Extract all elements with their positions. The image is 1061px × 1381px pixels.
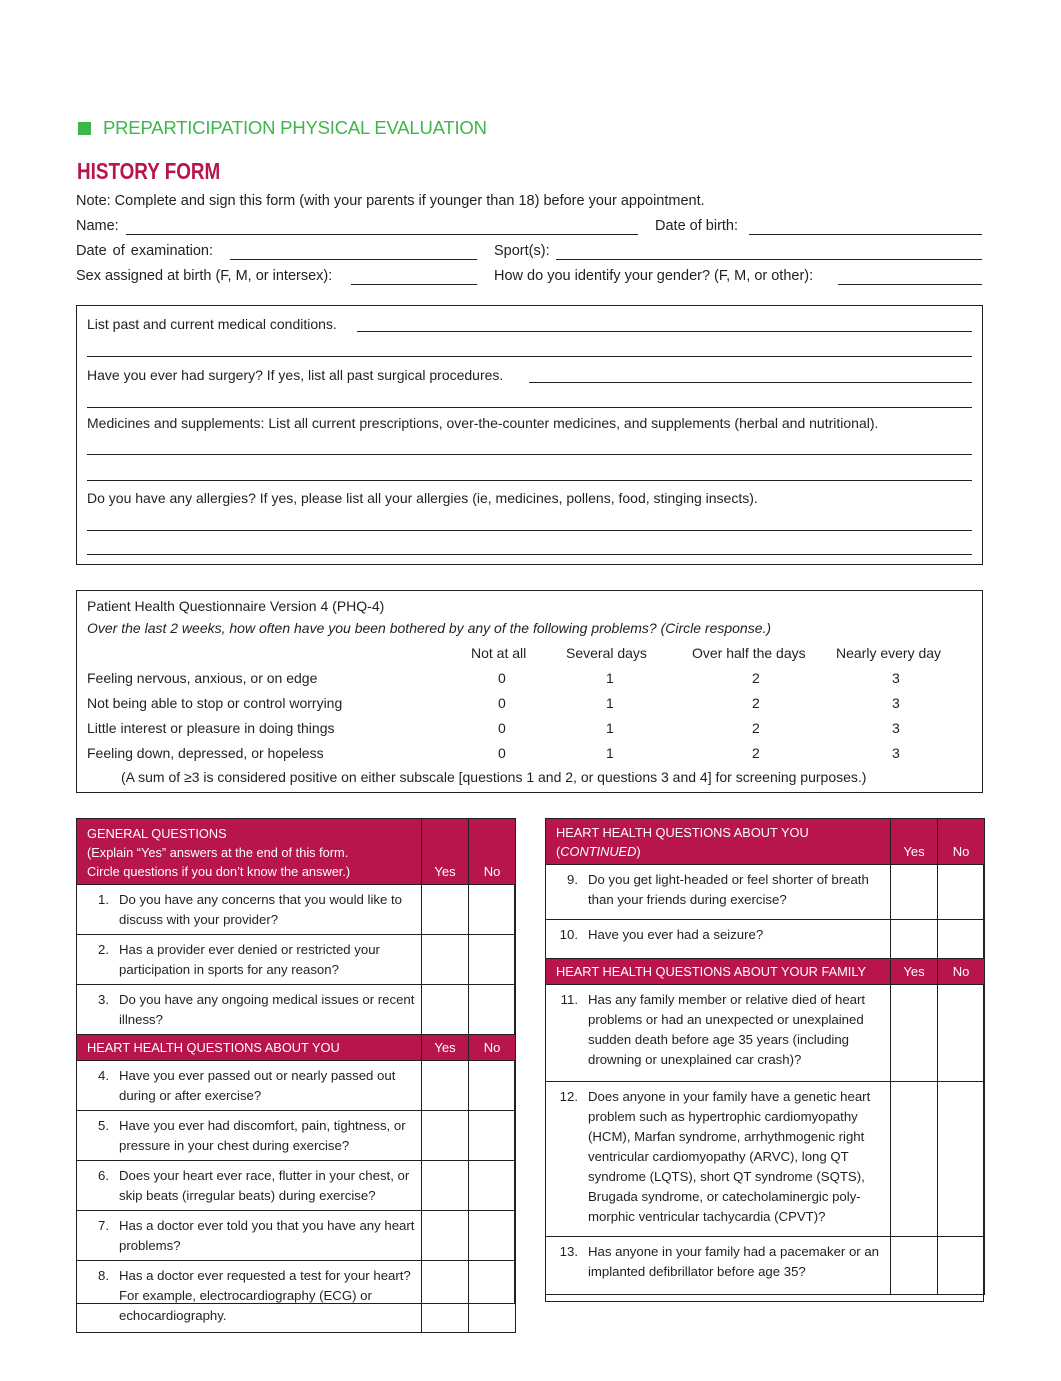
phq-score-0[interactable]: 0 bbox=[498, 720, 506, 736]
question-text: Have you ever passed out or nearly passed out during or after exercise? bbox=[119, 1068, 396, 1103]
continued-header-title: HEART HEALTH QUESTIONS ABOUT YOU bbox=[556, 825, 809, 840]
phq-row bbox=[77, 695, 982, 715]
yes-column-header: Yes bbox=[891, 819, 938, 865]
phq-row bbox=[77, 720, 982, 740]
exam-date-field[interactable] bbox=[230, 259, 477, 260]
phq-score-0[interactable]: 0 bbox=[498, 695, 506, 711]
question-text: Has a provider ever denied or restricted your participation in sports for any reason? bbox=[119, 942, 380, 977]
question-number: 8. bbox=[98, 1268, 109, 1283]
question-number: 9. bbox=[567, 872, 578, 887]
general-header-note-1: (Explain “Yes” answers at the end of this form. bbox=[87, 845, 349, 860]
conditions-label: List past and current medical conditions. bbox=[87, 316, 337, 332]
sex-field[interactable] bbox=[351, 284, 477, 285]
conditions-line-2[interactable] bbox=[87, 356, 972, 357]
sex-label: Sex assigned at birth (F, M, or intersex): bbox=[76, 268, 333, 284]
phq-score-3[interactable]: 3 bbox=[892, 670, 900, 686]
question-text: Does your heart ever race, flutter in your chest, or skip beats (irregular beats) during exercise? bbox=[119, 1168, 410, 1203]
question-number: 12. bbox=[559, 1089, 578, 1104]
section-marker-icon bbox=[78, 122, 91, 135]
phq-score-1[interactable]: 1 bbox=[606, 745, 614, 761]
exam-date-label: Date of examination: bbox=[76, 243, 213, 259]
question-text: Does anyone in your family have a genetic heart problem such as hypertrophic cardiomyopathy (HCM), Marfan syndrome, arrhythmogenic right ventricular cardiomyopathy (ARVC), long QT syndrome (LQTS), short QT syndrome (SQTS), Brugada syndrome, or catecholaminergic poly-morphic ventricular tachycardia (CPVT)? bbox=[588, 1089, 871, 1224]
yes-column-header: Yes bbox=[422, 1035, 469, 1061]
general-header-row bbox=[77, 819, 516, 885]
question-text: Do you get light-headed or feel shorter of breath than your friends during exercise? bbox=[588, 872, 869, 907]
phq-footnote: (A sum of ≥3 is considered positive on either subscale [questions 1 and 2, or questions 3 and 4] for screening purposes.) bbox=[121, 769, 867, 785]
continued-label: CONTINUED bbox=[560, 844, 637, 859]
no-checkbox[interactable] bbox=[938, 865, 985, 920]
no-checkbox[interactable] bbox=[469, 1211, 516, 1261]
no-checkbox[interactable] bbox=[469, 935, 516, 985]
no-checkbox[interactable] bbox=[938, 985, 985, 1082]
question-row bbox=[77, 1261, 516, 1333]
medicines-line-1[interactable] bbox=[87, 454, 972, 455]
family-header-row bbox=[546, 959, 985, 985]
question-row bbox=[546, 985, 985, 1082]
yes-checkbox[interactable] bbox=[422, 1061, 469, 1111]
no-checkbox[interactable] bbox=[469, 985, 516, 1035]
no-checkbox[interactable] bbox=[469, 1161, 516, 1211]
question-text: Has a doctor ever requested a test for your heart? For example, electrocardiography (ECG) or echocardiography. bbox=[119, 1268, 411, 1323]
no-checkbox[interactable] bbox=[938, 920, 985, 959]
allergies-label: Do you have any allergies? If yes, please list all your allergies (ie, medicines, pollens, food, stinging insects). bbox=[87, 490, 758, 506]
medical-history-box bbox=[76, 305, 983, 565]
phq-score-1[interactable]: 1 bbox=[606, 720, 614, 736]
phq-score-2[interactable]: 2 bbox=[752, 695, 760, 711]
conditions-line-1[interactable] bbox=[357, 331, 972, 332]
general-header-title: GENERAL QUESTIONS bbox=[87, 826, 227, 841]
phq-score-0[interactable]: 0 bbox=[498, 745, 506, 761]
phq-score-3[interactable]: 3 bbox=[892, 695, 900, 711]
yes-checkbox[interactable] bbox=[891, 920, 938, 959]
question-text: Has anyone in your family had a pacemaker or an implanted defibrillator before age 35? bbox=[588, 1244, 880, 1279]
name-label: Name: bbox=[76, 218, 119, 234]
yes-checkbox[interactable] bbox=[422, 885, 469, 935]
phq-title: Patient Health Questionnaire Version 4 (PHQ-4) bbox=[87, 598, 385, 614]
continued-header bbox=[546, 819, 891, 865]
phq-row bbox=[77, 670, 982, 690]
family-header: HEART HEALTH QUESTIONS ABOUT YOUR FAMILY bbox=[546, 959, 891, 985]
no-column-header: No bbox=[469, 819, 516, 885]
heart-header-row bbox=[77, 1035, 516, 1061]
phq-row-label: Not being able to stop or control worrying bbox=[87, 695, 343, 711]
question-number: 6. bbox=[98, 1168, 109, 1183]
question-text: Do you have any concerns that you would like to discuss with your provider? bbox=[119, 892, 402, 927]
phq-subtitle: Over the last 2 weeks, how often have you been bothered by any of the following problems? (Circle response.) bbox=[87, 620, 772, 636]
yes-checkbox[interactable] bbox=[891, 865, 938, 920]
no-column-header: No bbox=[938, 819, 985, 865]
yes-checkbox[interactable] bbox=[422, 985, 469, 1035]
gender-field[interactable] bbox=[838, 284, 982, 285]
form-note: Note: Complete and sign this form (with your parents if younger than 18) before your appointment. bbox=[76, 193, 705, 209]
medicines-line-2[interactable] bbox=[87, 480, 972, 481]
question-text: Has any family member or relative died of heart problems or had an unexpected or unexplained sudden death before age 35 years (including drowning or unexplained car crash)? bbox=[588, 992, 866, 1067]
question-text: Have you ever had a seizure? bbox=[588, 927, 764, 942]
no-checkbox[interactable] bbox=[938, 1237, 985, 1295]
yes-checkbox[interactable] bbox=[422, 1211, 469, 1261]
phq-row-label: Little interest or pleasure in doing things bbox=[87, 720, 335, 736]
phq-score-2[interactable]: 2 bbox=[752, 670, 760, 686]
question-number: 1. bbox=[98, 892, 109, 907]
yes-column-header: Yes bbox=[891, 959, 938, 985]
phq-score-1[interactable]: 1 bbox=[606, 695, 614, 711]
question-row bbox=[77, 1161, 516, 1211]
question-row bbox=[77, 1061, 516, 1111]
question-number: 2. bbox=[98, 942, 109, 957]
question-number: 11. bbox=[560, 992, 578, 1007]
allergies-line-2[interactable] bbox=[87, 554, 972, 555]
question-row bbox=[546, 1082, 985, 1237]
heart-header: HEART HEALTH QUESTIONS ABOUT YOU bbox=[77, 1035, 422, 1061]
question-number: 3. bbox=[98, 992, 109, 1007]
surgery-line-1[interactable] bbox=[529, 382, 972, 383]
continued-header-sub: (CONTINUED) bbox=[556, 844, 641, 859]
general-header bbox=[77, 819, 422, 885]
phq-column-headers bbox=[77, 645, 982, 665]
phq-row bbox=[77, 745, 982, 765]
question-number: 7. bbox=[98, 1218, 109, 1233]
section-title: PREPARTICIPATION PHYSICAL EVALUATION bbox=[103, 117, 487, 138]
question-number: 10. bbox=[559, 927, 578, 942]
question-row bbox=[546, 1237, 985, 1295]
yes-checkbox[interactable] bbox=[422, 1161, 469, 1211]
phq-col-not-at-all: Not at all bbox=[471, 645, 527, 661]
yes-checkbox[interactable] bbox=[422, 1261, 469, 1333]
phq-col-several-days: Several days bbox=[566, 645, 647, 661]
phq-col-over-half: Over half the days bbox=[692, 645, 806, 661]
name-field[interactable] bbox=[126, 234, 638, 235]
surgery-label: Have you ever had surgery? If yes, list all past surgical procedures. bbox=[87, 367, 504, 383]
no-column-header: No bbox=[469, 1035, 516, 1061]
gender-label: How do you identify your gender? (F, M, or other): bbox=[494, 268, 814, 284]
no-checkbox[interactable] bbox=[469, 885, 516, 935]
phq-score-1[interactable]: 1 bbox=[606, 670, 614, 686]
yes-checkbox[interactable] bbox=[422, 935, 469, 985]
phq-row-label: Feeling down, depressed, or hopeless bbox=[87, 745, 324, 761]
no-checkbox[interactable] bbox=[469, 1061, 516, 1111]
sports-label: Sport(s): bbox=[494, 243, 550, 259]
phq-score-3[interactable]: 3 bbox=[892, 745, 900, 761]
dob-label: Date of birth: bbox=[655, 218, 739, 234]
continued-header-row bbox=[546, 819, 985, 865]
form-title: HISTORY FORM bbox=[77, 158, 221, 184]
question-row bbox=[77, 985, 516, 1035]
question-row bbox=[77, 1211, 516, 1261]
allergies-line-1[interactable] bbox=[87, 530, 972, 531]
general-questions-table bbox=[76, 818, 516, 1333]
phq-score-0[interactable]: 0 bbox=[498, 670, 506, 686]
no-checkbox[interactable] bbox=[469, 1111, 516, 1161]
question-number: 13. bbox=[559, 1244, 578, 1259]
no-column-header: No bbox=[938, 959, 985, 985]
phq4-box bbox=[76, 590, 983, 793]
no-checkbox[interactable] bbox=[938, 1082, 985, 1237]
sports-field[interactable] bbox=[556, 259, 982, 260]
heart-questions-table bbox=[545, 818, 985, 1295]
general-header-note-2: Circle questions if you don’t know the answer.) bbox=[87, 864, 351, 879]
phq-row-label: Feeling nervous, anxious, or on edge bbox=[87, 670, 318, 686]
yes-checkbox[interactable] bbox=[422, 1111, 469, 1161]
question-row bbox=[77, 885, 516, 935]
phq-col-nearly-every-day: Nearly every day bbox=[836, 645, 942, 661]
question-number: 5. bbox=[98, 1118, 109, 1133]
question-row bbox=[77, 1111, 516, 1161]
surgery-line-2[interactable] bbox=[87, 407, 972, 408]
phq-score-2[interactable]: 2 bbox=[752, 745, 760, 761]
question-row bbox=[546, 920, 985, 959]
no-checkbox[interactable] bbox=[469, 1261, 516, 1333]
question-row bbox=[77, 935, 516, 985]
yes-checkbox[interactable] bbox=[891, 1237, 938, 1295]
question-text: Have you ever had discomfort, pain, tightness, or pressure in your chest during exercise? bbox=[119, 1118, 406, 1153]
question-row bbox=[546, 865, 985, 920]
medicines-label: Medicines and supplements: List all current prescriptions, over-the-counter medicines, and supplements (herbal and nutritional). bbox=[87, 415, 879, 431]
phq-score-3[interactable]: 3 bbox=[892, 720, 900, 736]
yes-checkbox[interactable] bbox=[891, 1082, 938, 1237]
yes-column-header: Yes bbox=[422, 819, 469, 885]
phq-score-2[interactable]: 2 bbox=[752, 720, 760, 736]
question-number: 4. bbox=[98, 1068, 109, 1083]
question-text: Do you have any ongoing medical issues or recent illness? bbox=[119, 992, 415, 1027]
question-text: Has a doctor ever told you that you have any heart problems? bbox=[119, 1218, 415, 1253]
dob-field[interactable] bbox=[749, 234, 982, 235]
yes-checkbox[interactable] bbox=[891, 985, 938, 1082]
